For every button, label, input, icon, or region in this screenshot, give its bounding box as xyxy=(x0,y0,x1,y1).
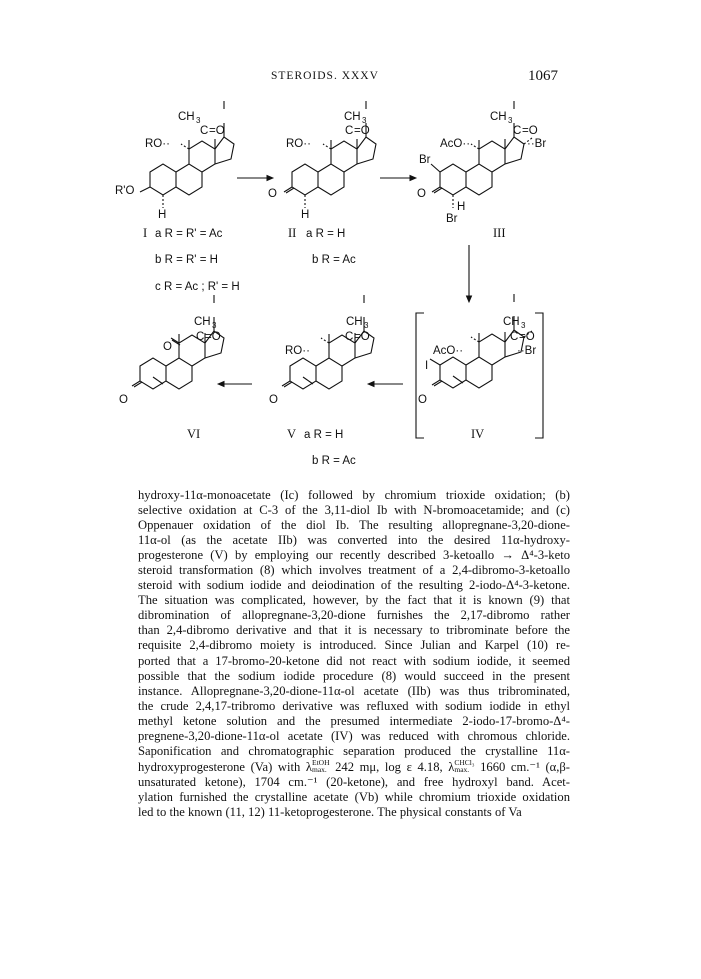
text-line: hydroxy-11α-monoacetate (Ic) followed by chromium trioxide oxidation; (b) xyxy=(138,488,570,502)
carbon-label: C xyxy=(345,125,354,137)
carbon-label: C xyxy=(200,125,209,137)
iodine-label: I xyxy=(425,360,429,372)
ch3-label: CH xyxy=(346,316,363,328)
lambda-max-label: max. xyxy=(312,764,327,774)
text-line: progesterone (V) by employing our recently described 3-ketoallo → Δ⁴-3-keto xyxy=(138,548,570,563)
text-line: ylation furnished the crystalline acetate (Vb) while chromium trioxide oxidation xyxy=(138,789,570,804)
keto-oxygen: O xyxy=(268,188,277,200)
ch3-subscript: 3 xyxy=(521,321,526,330)
text-line: requisite 2,4-dibromo moiety is introduced. Since Julian and Karpel (10) re- xyxy=(138,638,570,653)
ch3-subscript: 3 xyxy=(196,116,201,125)
keto-oxygen: O xyxy=(418,394,427,406)
compound-IIa-definition: a R = H xyxy=(306,228,346,240)
ch3-label: CH xyxy=(344,111,361,123)
lambda-max-label: max. xyxy=(454,764,470,774)
bromine-17-label: ··Br xyxy=(527,138,547,150)
ro-substituent: RO·· xyxy=(145,138,170,150)
carbonyl-label: =O xyxy=(354,331,370,343)
bromine-17-label: ··Br xyxy=(517,345,537,357)
ro-substituent: RO·· xyxy=(285,345,310,357)
text-line: dibromination of allopregnane-3,20-dione furnishes the 2,17-dibromo rather xyxy=(138,608,570,623)
compound-II-numeral: II xyxy=(288,226,297,240)
body-text xyxy=(138,488,570,820)
lambda-max-ethanol xyxy=(312,759,330,773)
carbon-label: C xyxy=(345,331,354,343)
text-line-spectral xyxy=(138,759,570,775)
compound-Va-definition: a R = H xyxy=(304,429,344,441)
text-line: than 2,4-dibromo derivative and that it is necessary to tribrominate before the xyxy=(138,623,570,638)
ro-substituent: RO·· xyxy=(286,138,311,150)
text-line: Oppenauer oxidation of the diol Ib. The resulting allopregnane-3,20-dione- xyxy=(138,518,570,533)
right-bracket xyxy=(535,313,543,438)
h-label: H xyxy=(158,209,167,221)
text-line: 11α-ol (as the acetate IIb) was converted into the desired 11α-hydroxy- xyxy=(138,533,570,548)
compound-III xyxy=(431,101,532,208)
compound-V-numeral: V xyxy=(287,427,297,441)
spectral-mid: 242 mμ, log ε 4.18, λ xyxy=(329,759,455,774)
ch3-subscript: 3 xyxy=(364,321,369,330)
ch3-label: CH xyxy=(194,316,211,328)
text-line: pregnene-3,20-dione-11α-ol acetate (IV) was reduced with chromous chloride. xyxy=(138,728,570,743)
ch3-subscript: 3 xyxy=(362,116,367,125)
ch3-label: CH xyxy=(178,111,195,123)
r-prime-o-substituent: R'O xyxy=(115,185,135,197)
ch3-subscript: 3 xyxy=(212,321,217,330)
keto-oxygen: O xyxy=(417,188,426,200)
aco-substituent: AcO·· xyxy=(433,345,464,357)
keto-11-oxygen: O xyxy=(163,341,172,353)
page-number: 1067 xyxy=(528,68,558,84)
text-line: steroid with sodium iodide and deiodination of the resulting 2-iodo-Δ⁴-3-ketone. xyxy=(138,578,570,593)
h-label: H xyxy=(457,201,466,213)
ch3-label: CH xyxy=(490,111,507,123)
carbon-label: C xyxy=(510,331,519,343)
aco-substituent: AcO·· xyxy=(440,138,471,150)
ch3-label: CH xyxy=(503,316,520,328)
text-line: unsaturated ketone), 1704 cm.⁻¹ (20-ketone), and free hydroxyl band. Acet- xyxy=(138,774,570,789)
compound-Ia-definition: a R = R' = Ac xyxy=(155,228,223,240)
ch3-subscript: 3 xyxy=(508,116,513,125)
h-label: H xyxy=(301,209,310,221)
lambda-solvent-ethanol: EtOH xyxy=(312,757,330,767)
text-line: methyl ketone solution and the presumed intermediate 2-iodo-17-bromo-Δ⁴- xyxy=(138,713,570,728)
text-line: selective oxidation at C-3 of the 3,11-diol Ib with N-bromoacetamide; and (c) xyxy=(138,503,570,518)
spectral-post: 1660 cm.⁻¹ (α,β- xyxy=(474,759,570,774)
carbonyl-label: =O xyxy=(522,125,538,137)
carbonyl-label: =O xyxy=(209,125,225,137)
text-line: possible that the sodium iodide procedure (8) would succeed in the present xyxy=(138,668,570,683)
left-bracket xyxy=(416,313,424,438)
compound-IV-numeral: IV xyxy=(471,427,485,441)
compound-Ic-definition: c R = Ac ; R' = H xyxy=(155,281,240,293)
compound-IIb-definition: b R = Ac xyxy=(312,254,356,266)
text-line: Saponification and chromatographic separation produced the crystalline 11α- xyxy=(138,743,570,758)
text-line: led to the known (11, 12) 11-ketoprogesterone. The physical constants of Va xyxy=(138,804,522,819)
text-line: steroid transformation (8) which involves treatment of a 2,4-dibromo-3-ketoallo xyxy=(138,563,570,578)
carbon-label: C xyxy=(513,125,522,137)
compound-Vb-definition: b R = Ac xyxy=(312,455,356,467)
text-line: The situation was complicated, however, by the fact that it is known (9) that xyxy=(138,593,570,608)
compound-VI-numeral: VI xyxy=(187,427,201,441)
bromine-2-label: Br xyxy=(419,154,431,166)
keto-oxygen: O xyxy=(269,394,278,406)
compound-III-numeral: III xyxy=(493,226,506,240)
carbonyl-label: =O xyxy=(354,125,370,137)
text-line: the crude 2,4,17-tribromo derivative was refluxed with sodium iodide in ethyl xyxy=(138,698,570,713)
spectral-pre: hydroxyprogesterone (Va) with λ xyxy=(138,759,312,774)
keto-3-oxygen: O xyxy=(119,394,128,406)
carbon-label: C xyxy=(196,331,205,343)
carbonyl-label: =O xyxy=(205,331,221,343)
running-title: STEROIDS. XXXV xyxy=(271,70,379,82)
reaction-scheme xyxy=(0,0,701,470)
compound-I-numeral: I xyxy=(143,226,148,240)
lambda-solvent-chloroform: CHCl₃ xyxy=(454,757,475,767)
text-line: instance. Allopregnane-3,20-dione-11α-ol acetate (IIb) was thus tribrominated, xyxy=(138,683,570,698)
lambda-max-chloroform xyxy=(454,759,474,773)
text-line: ported that a 17-bromo-20-ketone did not react with sodium iodide, it seemed xyxy=(138,653,570,668)
carbonyl-label: =O xyxy=(519,331,535,343)
bromine-4-label: Br xyxy=(446,213,458,225)
compound-Ib-definition: b R = R' = H xyxy=(155,254,218,266)
